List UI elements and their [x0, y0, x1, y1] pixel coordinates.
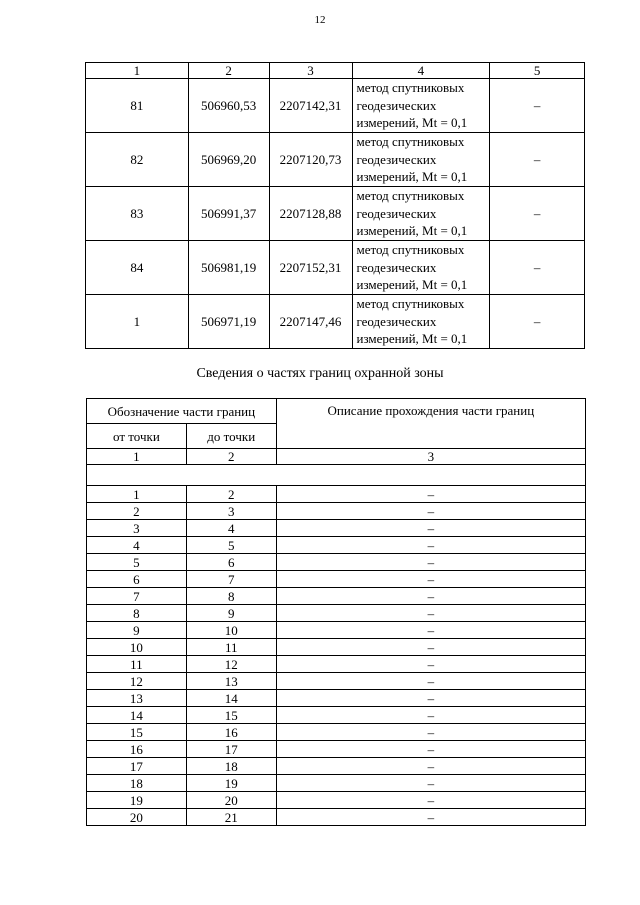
from-point-cell: 5 [87, 554, 187, 571]
empty-row [87, 465, 586, 486]
note-cell: – [490, 79, 585, 133]
method-line: измерений, Mt = 0,1 [356, 115, 468, 131]
to-point-cell: 8 [186, 588, 276, 605]
description-cell: – [276, 588, 585, 605]
from-point-cell: 18 [87, 775, 187, 792]
boundary-part-row [87, 486, 586, 503]
boundary-part-row [87, 775, 586, 792]
method-line: геодезических [356, 97, 437, 113]
to-point-cell: 16 [186, 724, 276, 741]
coordinate-row [86, 79, 585, 133]
method-line: геодезических [356, 151, 437, 167]
from-point-header: от точки [87, 424, 187, 449]
method-cell [352, 187, 490, 241]
note-cell: – [490, 295, 585, 349]
from-point-cell: 8 [87, 605, 187, 622]
point-number-cell: 83 [86, 187, 189, 241]
to-point-cell: 7 [186, 571, 276, 588]
from-point-cell: 20 [87, 809, 187, 826]
to-point-cell: 2 [186, 486, 276, 503]
boundary-part-row [87, 537, 586, 554]
method-cell [352, 295, 490, 349]
from-point-cell: 2 [87, 503, 187, 520]
description-cell: – [276, 554, 585, 571]
from-point-cell: 6 [87, 571, 187, 588]
page-number: 12 [314, 14, 326, 26]
part-designation-header: Обозначение части границ [87, 399, 277, 424]
to-point-cell: 6 [186, 554, 276, 571]
coordinate-row [86, 133, 585, 187]
column-number: 1 [86, 63, 189, 79]
method-line: геодезических [356, 313, 437, 329]
note-cell: – [490, 133, 585, 187]
boundary-part-row [87, 571, 586, 588]
parts-header-row [87, 399, 586, 424]
to-point-cell: 14 [186, 690, 276, 707]
to-point-cell: 9 [186, 605, 276, 622]
to-point-cell: 13 [186, 673, 276, 690]
description-cell: – [276, 537, 585, 554]
from-point-cell: 11 [87, 656, 187, 673]
description-cell: – [276, 673, 585, 690]
boundary-part-row [87, 656, 586, 673]
y-coordinate-cell: 2207128,88 [269, 187, 352, 241]
boundary-part-row [87, 809, 586, 826]
coordinates-header-row [86, 63, 585, 79]
x-coordinate-cell: 506969,20 [188, 133, 269, 187]
from-point-cell: 1 [87, 486, 187, 503]
to-point-cell: 5 [186, 537, 276, 554]
point-number-cell: 82 [86, 133, 189, 187]
to-point-cell: 11 [186, 639, 276, 656]
method-line: измерений, Mt = 0,1 [356, 331, 468, 347]
column-number: 4 [352, 63, 490, 79]
x-coordinate-cell: 506981,19 [188, 241, 269, 295]
boundary-parts-table [86, 398, 586, 826]
boundary-part-row [87, 605, 586, 622]
description-cell: – [276, 792, 585, 809]
method-line: измерений, Mt = 0,1 [356, 169, 468, 185]
from-point-cell: 9 [87, 622, 187, 639]
boundary-part-row [87, 792, 586, 809]
description-cell: – [276, 724, 585, 741]
column-number: 5 [490, 63, 585, 79]
point-number-cell: 81 [86, 79, 189, 133]
from-point-cell: 3 [87, 520, 187, 537]
y-coordinate-cell: 2207152,31 [269, 241, 352, 295]
y-coordinate-cell: 2207120,73 [269, 133, 352, 187]
from-point-cell: 4 [87, 537, 187, 554]
coordinate-row [86, 241, 585, 295]
parts-column-numbers-row [87, 449, 586, 465]
point-number-cell: 1 [86, 295, 189, 349]
boundary-part-row [87, 673, 586, 690]
description-cell: – [276, 758, 585, 775]
description-cell: – [276, 775, 585, 792]
note-cell: – [490, 241, 585, 295]
from-point-cell: 7 [87, 588, 187, 605]
x-coordinate-cell: 506991,37 [188, 187, 269, 241]
to-point-cell: 19 [186, 775, 276, 792]
column-number: 1 [87, 449, 187, 465]
method-line: геодезических [356, 205, 437, 221]
to-point-cell: 21 [186, 809, 276, 826]
column-number: 2 [188, 63, 269, 79]
point-number-cell: 84 [86, 241, 189, 295]
boundary-part-row [87, 520, 586, 537]
to-point-cell: 3 [186, 503, 276, 520]
from-point-cell: 19 [87, 792, 187, 809]
description-cell: – [276, 503, 585, 520]
to-point-cell: 15 [186, 707, 276, 724]
part-description-header: Описание прохождения части границ [276, 399, 585, 449]
to-point-cell: 4 [186, 520, 276, 537]
method-line: измерений, Mt = 0,1 [356, 223, 468, 239]
column-number: 2 [186, 449, 276, 465]
description-cell: – [276, 656, 585, 673]
method-line: метод спутниковых [356, 188, 465, 204]
y-coordinate-cell: 2207142,31 [269, 79, 352, 133]
method-line: метод спутниковых [356, 296, 465, 312]
description-cell: – [276, 520, 585, 537]
column-number: 3 [276, 449, 585, 465]
description-cell: – [276, 707, 585, 724]
from-point-cell: 14 [87, 707, 187, 724]
from-point-cell: 13 [87, 690, 187, 707]
boundary-part-row [87, 622, 586, 639]
y-coordinate-cell: 2207147,46 [269, 295, 352, 349]
from-point-cell: 15 [87, 724, 187, 741]
boundary-part-row [87, 707, 586, 724]
from-point-cell: 16 [87, 741, 187, 758]
description-cell: – [276, 639, 585, 656]
note-cell: – [490, 187, 585, 241]
method-line: измерений, Mt = 0,1 [356, 277, 468, 293]
method-cell [352, 133, 490, 187]
to-point-cell: 12 [186, 656, 276, 673]
method-cell [352, 79, 490, 133]
boundary-part-row [87, 690, 586, 707]
from-point-cell: 10 [87, 639, 187, 656]
boundary-part-row [87, 588, 586, 605]
method-line: метод спутниковых [356, 134, 465, 150]
description-cell: – [276, 690, 585, 707]
x-coordinate-cell: 506960,53 [188, 79, 269, 133]
description-cell: – [276, 622, 585, 639]
section-title: Сведения о частях границ охранной зоны [196, 366, 444, 381]
to-point-cell: 17 [186, 741, 276, 758]
boundary-part-row [87, 639, 586, 656]
boundary-part-row [87, 758, 586, 775]
boundary-part-row [87, 554, 586, 571]
description-cell: – [276, 809, 585, 826]
method-line: метод спутниковых [356, 242, 465, 258]
method-line: метод спутниковых [356, 80, 465, 96]
description-cell: – [276, 486, 585, 503]
boundary-part-row [87, 503, 586, 520]
description-cell: – [276, 741, 585, 758]
from-point-cell: 12 [87, 673, 187, 690]
coordinate-row [86, 295, 585, 349]
to-point-cell: 10 [186, 622, 276, 639]
boundary-part-row [87, 724, 586, 741]
column-number: 3 [269, 63, 352, 79]
from-point-cell: 17 [87, 758, 187, 775]
to-point-cell: 20 [186, 792, 276, 809]
coordinate-row [86, 187, 585, 241]
method-cell [352, 241, 490, 295]
to-point-header: до точки [186, 424, 276, 449]
description-cell: – [276, 571, 585, 588]
to-point-cell: 18 [186, 758, 276, 775]
x-coordinate-cell: 506971,19 [188, 295, 269, 349]
method-line: геодезических [356, 259, 437, 275]
description-cell: – [276, 605, 585, 622]
boundary-part-row [87, 741, 586, 758]
empty-cell [87, 465, 586, 486]
coordinates-table [85, 62, 585, 349]
